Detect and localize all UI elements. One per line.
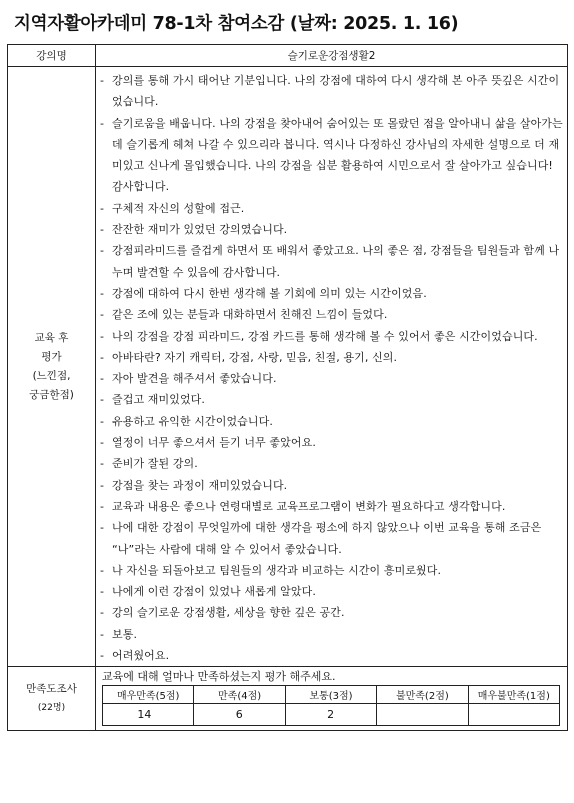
evaluation-label-line: 궁금한점)	[29, 388, 74, 401]
list-item: - 나 자신을 되돌아보고 팀원들의 생각과 비교하는 시간이 흥미로웠다.	[100, 563, 442, 577]
satisfaction-header-row	[103, 686, 560, 704]
list-item: - 자아 발견을 해주셔서 좋았습니다.	[100, 372, 277, 386]
satisfaction-row	[8, 667, 568, 731]
list-item: - 강점피라미드를 즐겁게 하면서 또 배워서 좋았고요. 나의 좋은 점, 강점들을 팀원들과 함께 나누며 발견할 수 있음에 감사합니다.	[100, 244, 560, 279]
list-item: - 유용하고 유익한 시간이었습니다.	[100, 414, 273, 428]
lecture-name-value: 슬기로운강점생활2	[96, 45, 568, 67]
satisfaction-label-text: 만족도조사	[26, 682, 77, 695]
rating-count	[194, 704, 285, 726]
list-item: - 구체적 자신의 성할에 접근.	[100, 201, 245, 215]
satisfaction-question: 교육에 대해 얼마나 만족하셨는지 평가 해주세요.	[102, 670, 336, 684]
feedback-list	[96, 67, 568, 667]
list-item: - 같은 조에 있는 분들과 대화하면서 친해진 느낌이 들었다.	[100, 308, 388, 322]
respondent-count: (22명)	[37, 702, 66, 713]
satisfaction-value-row	[103, 704, 560, 726]
page-title: 지역자활아카데미 78-1차 참여소감 (날짜: 2025. 1. 16)	[14, 14, 459, 34]
evaluation-label-line: 교육 후	[34, 331, 69, 344]
evaluation-label	[8, 67, 96, 667]
rating-header: 불만족(2점)	[377, 686, 468, 704]
list-item: - 보통.	[100, 627, 138, 641]
evaluation-row	[8, 67, 568, 667]
rating-count	[285, 704, 376, 726]
list-item: - 어려웠어요.	[100, 649, 170, 663]
list-item: - 나의 강점을 강점 피라미드, 강점 카드를 통해 생각해 볼 수 있어서 좋은 시간이었습니다.	[100, 329, 538, 343]
list-item: - 강의 슬기로운 강점생활, 세상을 향한 깊은 공간.	[100, 606, 345, 620]
rating-header: 보통(3점)	[285, 686, 376, 704]
list-item: - 강의를 통해 가시 태어난 기분입니다. 나의 강점에 대하여 다시 생각해 본 아주 뜻깊은 시간이었습니다.	[100, 74, 560, 109]
evaluation-label-line: 평가	[41, 350, 62, 363]
list-item: - 나에 대한 강점이 무엇일까에 대한 생각을 평소에 하지 않았으나 이번 교육을 통해 조금은 “나”라는 사람에 대해 알 수 있어서 좋았습니다.	[100, 521, 542, 556]
list-item: - 교육과 내용은 좋으나 연령대별로 교육프로그램이 변화가 필요하다고 생각합니다.	[100, 499, 506, 513]
feedback-table	[7, 44, 568, 731]
header-row	[8, 45, 568, 67]
satisfaction-table	[102, 685, 560, 726]
rating-count	[468, 704, 559, 726]
satisfaction-label	[8, 667, 96, 731]
list-item: - 나에게 이런 강점이 있었나 새롭게 알았다.	[100, 585, 316, 599]
rating-header: 매우만족(5점)	[103, 686, 194, 704]
list-item: - 강점을 찾는 과정이 재미있었습니다.	[100, 478, 288, 492]
list-item: - 준비가 잘된 강의.	[100, 457, 198, 471]
rating-count-value: 2	[327, 708, 335, 722]
rating-header: 만족(4점)	[194, 686, 285, 704]
list-item: - 아바타란? 자기 캐릭터, 강점, 사랑, 믿음, 친절, 용기, 신의.	[100, 350, 398, 364]
rating-count-value: 14	[137, 708, 152, 722]
rating-count	[103, 704, 194, 726]
list-item: - 강점에 대하여 다시 한번 생각해 볼 기회에 의미 있는 시간이었음.	[100, 286, 427, 300]
list-item: - 잔잔한 재미가 있었던 강의였습니다.	[100, 223, 288, 237]
rating-header: 매우불만족(1점)	[468, 686, 559, 704]
rating-count	[377, 704, 468, 726]
rating-count-value: 6	[235, 708, 243, 722]
list-item: - 즐겁고 재미있었다.	[100, 393, 206, 407]
satisfaction-cell	[96, 667, 568, 731]
evaluation-label-line: (느낀점,	[32, 369, 71, 382]
lecture-name-label: 강의명	[8, 45, 96, 67]
list-item: - 열정이 너무 좋으셔서 듣기 너무 좋았어요.	[100, 436, 316, 450]
list-item: - 슬기로움을 배웁니다. 나의 강점을 찾아내어 숨어있는 또 몰랐던 점을 알아내니 삶을 살아가는데 슬기롭게 헤쳐 나갈 수 있으리라 봅니다. 역시나 다정하신 강사님의 자세한 설명으로 더 재미있고 신나게 몰입했습니다. 나의 강점을 십분 활용하여 시민으로서 잘 살아가고 싶습니다! 감사합니다.	[100, 116, 563, 194]
